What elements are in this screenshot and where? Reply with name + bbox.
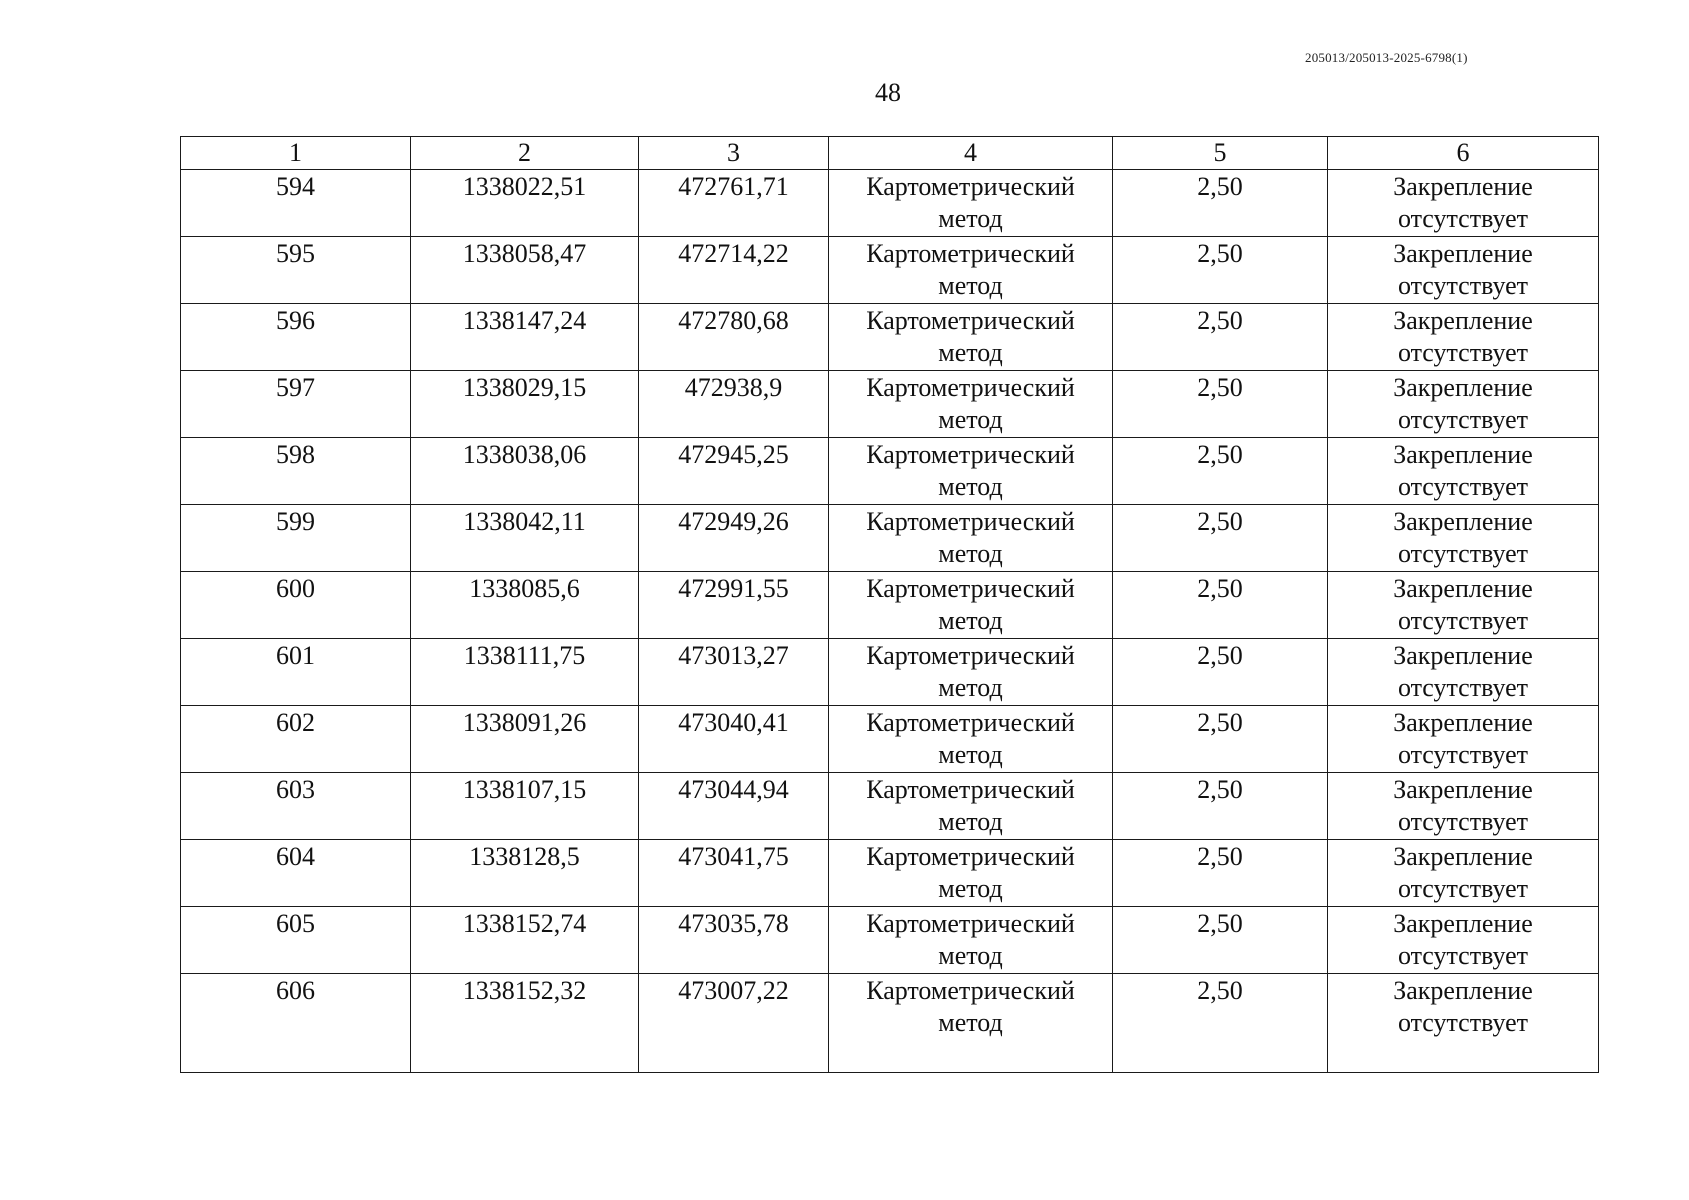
table-row [181,840,1599,907]
column-header: 6 [1328,137,1599,170]
table-cell: 2,50 [1113,907,1328,974]
table-cell: 1338085,6 [411,572,639,639]
table-cell: 472945,25 [639,438,829,505]
table-cell: 1338152,74 [411,907,639,974]
table-cell: 473007,22 [639,974,829,1073]
table-cell: Закрепление отсутствует [1328,505,1599,572]
table-cell: 2,50 [1113,304,1328,371]
table-cell: 604 [181,840,411,907]
table-cell: 1338128,5 [411,840,639,907]
table-cell: 2,50 [1113,170,1328,237]
column-header: 3 [639,137,829,170]
table-cell: 599 [181,505,411,572]
column-header: 5 [1113,137,1328,170]
table-cell: Картометрический метод [829,974,1113,1073]
table-cell: 1338111,75 [411,639,639,706]
table-cell: 2,50 [1113,706,1328,773]
table-row [181,572,1599,639]
table-cell: 605 [181,907,411,974]
table-cell: Закрепление отсутствует [1328,773,1599,840]
column-header: 4 [829,137,1113,170]
table-row [181,974,1599,1073]
table-cell: 2,50 [1113,840,1328,907]
table-cell: Картометрический метод [829,304,1113,371]
table-cell: 473040,41 [639,706,829,773]
table-cell: 2,50 [1113,572,1328,639]
table-row [181,304,1599,371]
table-cell: 472991,55 [639,572,829,639]
table-cell: Закрепление отсутствует [1328,170,1599,237]
table-row [181,773,1599,840]
table-cell: 2,50 [1113,237,1328,304]
table-cell: 473044,94 [639,773,829,840]
table-cell: Картометрический метод [829,907,1113,974]
table-cell: 1338029,15 [411,371,639,438]
page-number: 48 [875,78,901,107]
column-header: 1 [181,137,411,170]
table-cell: Картометрический метод [829,237,1113,304]
table-cell: Картометрический метод [829,170,1113,237]
table-cell: Закрепление отсутствует [1328,706,1599,773]
table-cell: Закрепление отсутствует [1328,639,1599,706]
table-cell: Картометрический метод [829,840,1113,907]
table-cell: Закрепление отсутствует [1328,438,1599,505]
table-header-row [181,137,1599,170]
table-cell: 2,50 [1113,505,1328,572]
table-cell: 598 [181,438,411,505]
table-cell: Картометрический метод [829,438,1113,505]
table-row [181,505,1599,572]
table-cell: 472938,9 [639,371,829,438]
table-row [181,438,1599,505]
table-cell: Закрепление отсутствует [1328,974,1599,1073]
table-row [181,706,1599,773]
table-cell: 472780,68 [639,304,829,371]
table-cell: 1338022,51 [411,170,639,237]
table-row [181,907,1599,974]
table-cell: 1338091,26 [411,706,639,773]
table-cell: 473041,75 [639,840,829,907]
table-cell: 1338058,47 [411,237,639,304]
column-header: 2 [411,137,639,170]
table-cell: 472949,26 [639,505,829,572]
table-cell: Закрепление отсутствует [1328,840,1599,907]
table-cell: 594 [181,170,411,237]
table-cell: Картометрический метод [829,706,1113,773]
table-cell: 2,50 [1113,371,1328,438]
table-cell: 600 [181,572,411,639]
table-cell: 603 [181,773,411,840]
document-id: 205013/205013-2025-6798(1) [1305,50,1468,65]
table-cell: 2,50 [1113,974,1328,1073]
table-cell: 601 [181,639,411,706]
table-row [181,639,1599,706]
table-cell: 1338038,06 [411,438,639,505]
table-cell: Картометрический метод [829,505,1113,572]
table-cell: Картометрический метод [829,773,1113,840]
table-cell: 1338147,24 [411,304,639,371]
table-cell: 1338152,32 [411,974,639,1073]
table-cell: Закрепление отсутствует [1328,907,1599,974]
table-cell: 1338042,11 [411,505,639,572]
table-cell: Закрепление отсутствует [1328,304,1599,371]
table-cell: Картометрический метод [829,639,1113,706]
table-body [181,170,1599,1073]
table-cell: 1338107,15 [411,773,639,840]
table-row [181,371,1599,438]
table-cell: 473013,27 [639,639,829,706]
coordinates-table [180,136,1599,1073]
table-cell: 597 [181,371,411,438]
table-row [181,170,1599,237]
table-cell: 2,50 [1113,639,1328,706]
table-cell: Картометрический метод [829,371,1113,438]
table-cell: Закрепление отсутствует [1328,371,1599,438]
table-cell: 2,50 [1113,438,1328,505]
table-cell: Картометрический метод [829,572,1113,639]
table-cell: 606 [181,974,411,1073]
table-cell: 472714,22 [639,237,829,304]
table-row [181,237,1599,304]
table-cell: 602 [181,706,411,773]
table-cell: 472761,71 [639,170,829,237]
table-cell: 596 [181,304,411,371]
table-cell: 595 [181,237,411,304]
table-cell: 473035,78 [639,907,829,974]
table-cell: Закрепление отсутствует [1328,237,1599,304]
table-cell: Закрепление отсутствует [1328,572,1599,639]
table-cell: 2,50 [1113,773,1328,840]
